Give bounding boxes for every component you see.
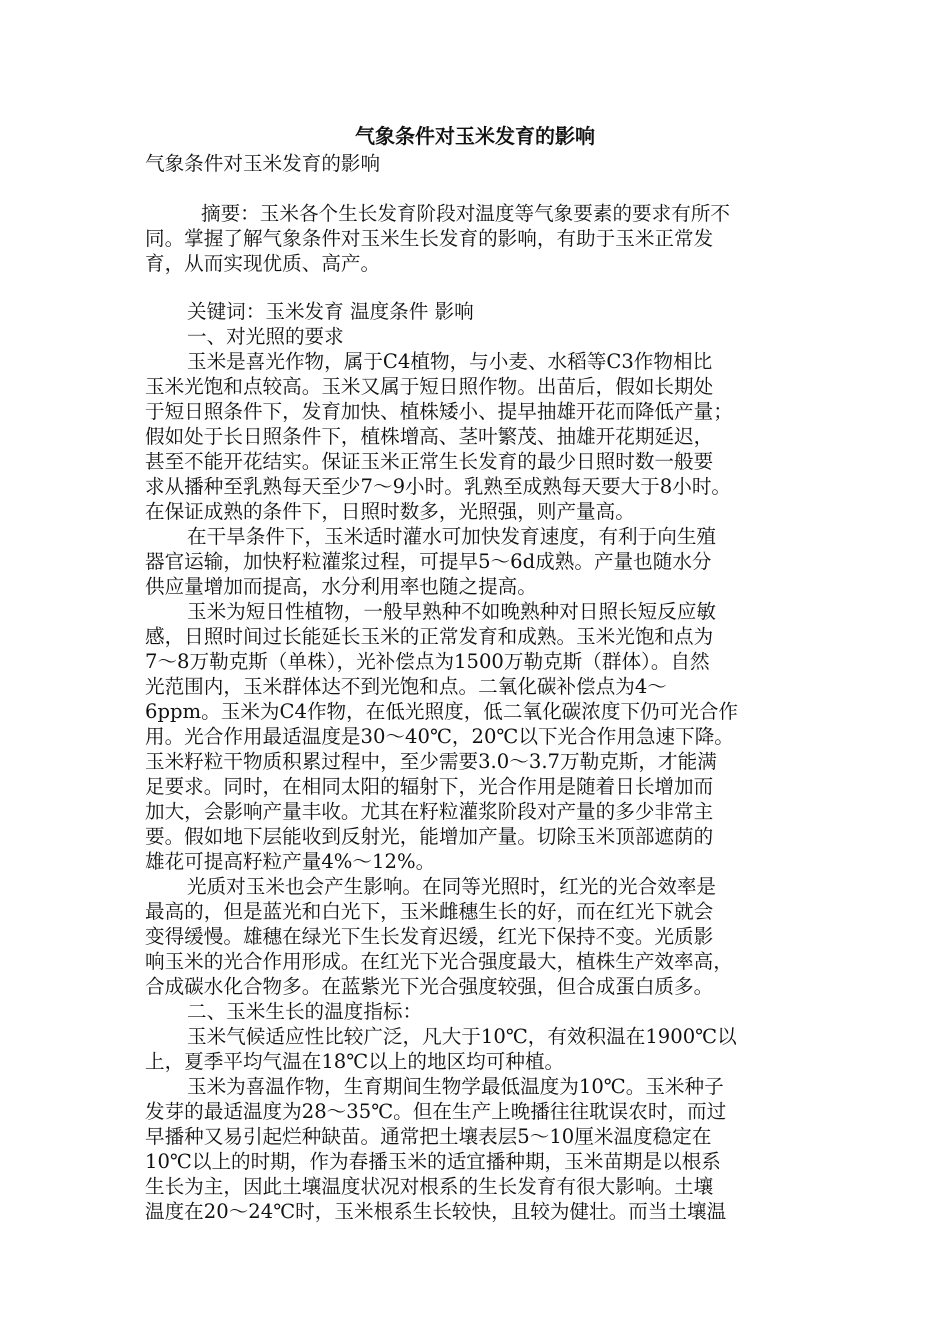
keywords-line: 关键词：玉米发育 温度条件 影响 [187,300,474,323]
paragraph-line: 光范围内，玉米群体达不到光饱和点。二氧化碳补偿点为4～ [145,675,667,698]
paragraph-line: 求从播种至乳熟每天至少7～9小时。乳熟至成熟每天要大于8小时。 [145,475,732,498]
paragraph-line: 玉米光饱和点较高。玉米又属于短日照作物。出苗后，假如长期处 [145,375,714,398]
paragraph-line: 玉米籽粒干物质积累过程中，至少需要3.0～3.7万勒克斯，才能满 [145,750,717,773]
paragraph-line: 足要求。同时，在相同太阳的辐射下，光合作用是随着日长增加而 [145,775,714,798]
abstract-line: 育，从而实现优质、高产。 [145,252,381,275]
paragraph-line: 10℃以上的时期，作为春播玉米的适宜播种期，玉米苗期是以根系 [145,1150,721,1173]
paragraph-line: 于短日照条件下，发育加快、植株矮小、提早抽雄开花而降低产量； [145,400,733,423]
paragraph-line: 在保证成熟的条件下，日照时数多，光照强，则产量高。 [145,500,635,523]
abstract-line: 同。掌握了解气象条件对玉米生长发育的影响，有助于玉米正常发 [145,227,714,250]
paragraph-line: 7～8万勒克斯（单株），光补偿点为1500万勒克斯（群体）。自然 [145,650,710,673]
abstract-line: 摘要：玉米各个生长发育阶段对温度等气象要素的要求有所不 [201,202,731,225]
paragraph-line: 温度在20～24℃时，玉米根系生长较快，且较为健壮。而当土壤温 [145,1200,727,1223]
paragraph-line: 要。假如地下层能收到反射光，能增加产量。切除玉米顶部遮荫的 [145,825,714,848]
paragraph-line: 雄花可提高籽粒产量4%～12%。 [145,850,436,873]
paragraph-line: 6ppm。玉米为C4作物，在低光照度，低二氧化碳浓度下仍可光合作 [145,700,739,723]
paragraph-line: 光质对玉米也会产生影响。在同等光照时，红光的光合效率是 [187,875,717,898]
paragraph-line: 早播种又易引起烂种缺苗。通常把土壤表层5～10厘米温度稳定在 [145,1125,712,1148]
section-heading-temperature: 二、玉米生长的温度指标： [187,1000,423,1023]
paragraph-line: 玉米气候适应性比较广泛，凡大于10℃，有效积温在1900℃以 [187,1025,737,1048]
paragraph-line: 加大，会影响产量丰收。尤其在籽粒灌浆阶段对产量的多少非常主 [145,800,714,823]
paragraph-line: 合成碳水化合物多。在蓝紫光下光合强度较强，但合成蛋白质多。 [145,975,714,998]
paragraph-line: 响玉米的光合作用形成。在红光下光合强度最大，植株生产效率高， [145,950,733,973]
paragraph-line: 变得缓慢。雄穗在绿光下生长发育迟缓，红光下保持不变。光质影 [145,925,714,948]
paragraph-line: 上，夏季平均气温在18℃以上的地区均可种植。 [145,1050,565,1073]
document-title: 气象条件对玉米发育的影响 [355,124,595,148]
paragraph-line: 在干旱条件下，玉米适时灌水可加快发育速度，有利于向生殖 [187,525,717,548]
document-subtitle: 气象条件对玉米发育的影响 [145,152,381,175]
paragraph-line: 器官运输，加快籽粒灌浆过程，可提早5～6d成熟。产量也随水分 [145,550,712,573]
paragraph-line: 用。光合作用最适温度是30～40℃，20℃以下光合作用急速下降。 [145,725,734,748]
paragraph-line: 玉米为短日性植物，一般早熟种不如晚熟种对日照长短反应敏 [187,600,717,623]
paragraph-line: 感，日照时间过长能延长玉米的正常发育和成熟。玉米光饱和点为 [145,625,714,648]
paragraph-line: 生长为主，因此土壤温度状况对根系的生长发育有很大影响。土壤 [145,1175,714,1198]
paragraph-line: 供应量增加而提高，水分利用率也随之提高。 [145,575,537,598]
paragraph-line: 玉米是喜光作物，属于C4植物，与小麦、水稻等C3作物相比 [187,350,713,373]
paragraph-line: 最高的，但是蓝光和白光下，玉米雌穗生长的好，而在红光下就会 [145,900,714,923]
paragraph-line: 假如处于长日照条件下，植株增高、茎叶繁茂、抽雄开花期延迟， [145,425,714,448]
paragraph-line: 玉米为喜温作物，生育期间生物学最低温度为10℃。玉米种子 [187,1075,724,1098]
paragraph-line: 发芽的最适温度为28～35℃。但在生产上晚播往往耽误农时，而过 [145,1100,727,1123]
section-heading-light: 一、对光照的要求 [187,325,344,348]
paragraph-line: 甚至不能开花结实。保证玉米正常生长发育的最少日照时数一般要 [145,450,714,473]
